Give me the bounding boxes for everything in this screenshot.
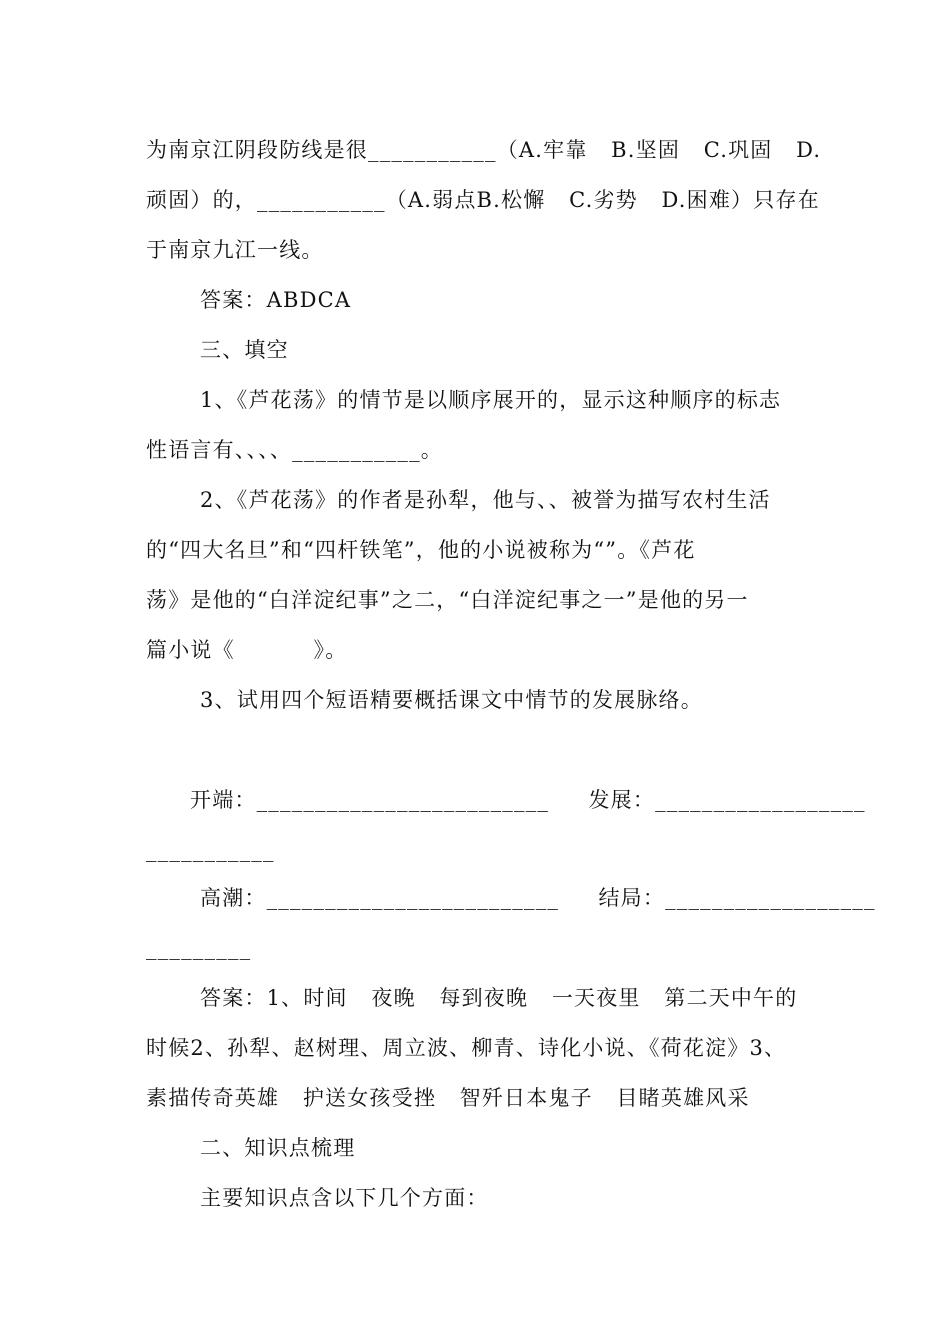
question-3: 3、试用四个短语精要概括课文中情节的发展脉络。 (200, 688, 703, 712)
text-line: 的“四大名旦”和“四杆铁笔”，他的小说被称为“”。《芦花 (146, 538, 696, 562)
section-heading: 三、填空 (200, 338, 289, 362)
section-heading: 二、知识点梳理 (200, 1136, 356, 1160)
answer-line: 答案：ABDCA (200, 288, 352, 312)
plot-climax-end-line: 高潮：_________________________ 结局：__________________ (200, 886, 876, 910)
text-line: 于南京九江一线。 (146, 238, 324, 262)
text-line: 素描传奇英雄 护送女孩受挫 智歼日本鬼子 目睹英雄风采 (146, 1086, 750, 1110)
question-2: 2、《芦花荡》的作者是孙犁，他与、、被誉为描写农村生活 (200, 488, 771, 512)
text-line: ___________ (146, 838, 275, 862)
text-line: _________ (146, 936, 252, 960)
answer-line: 答案：1、时间 夜晚 每到夜晚 一天夜里 第二天中午的 (200, 986, 798, 1010)
text-line: 主要知识点含以下几个方面： (200, 1186, 489, 1210)
question-1: 1、《芦花荡》的情节是以顺序展开的，显示这种顺序的标志 (200, 388, 782, 412)
text-line: 篇小说《 》。 (146, 638, 348, 662)
plot-start-develop-line: 开端：_________________________ 发展：__________________ (190, 788, 866, 812)
text-line: 为南京江阴段防线是很___________（A.牢靠 B.坚固 C.巩固 D. (146, 138, 822, 162)
text-line: 时候2、孙犁、赵树理、周立波、柳青、诗化小说、《荷花淀》3、 (146, 1036, 787, 1060)
text-line: 顽固）的，___________（A.弱点B.松懈 C.劣势 D.困难）只存在 (146, 188, 820, 212)
text-line: 性语言有、、、、___________。 (146, 438, 443, 462)
text-line: 荡》是他的“白洋淀纪事”之二，“白洋淀纪事之一”是他的另一 (146, 588, 749, 612)
